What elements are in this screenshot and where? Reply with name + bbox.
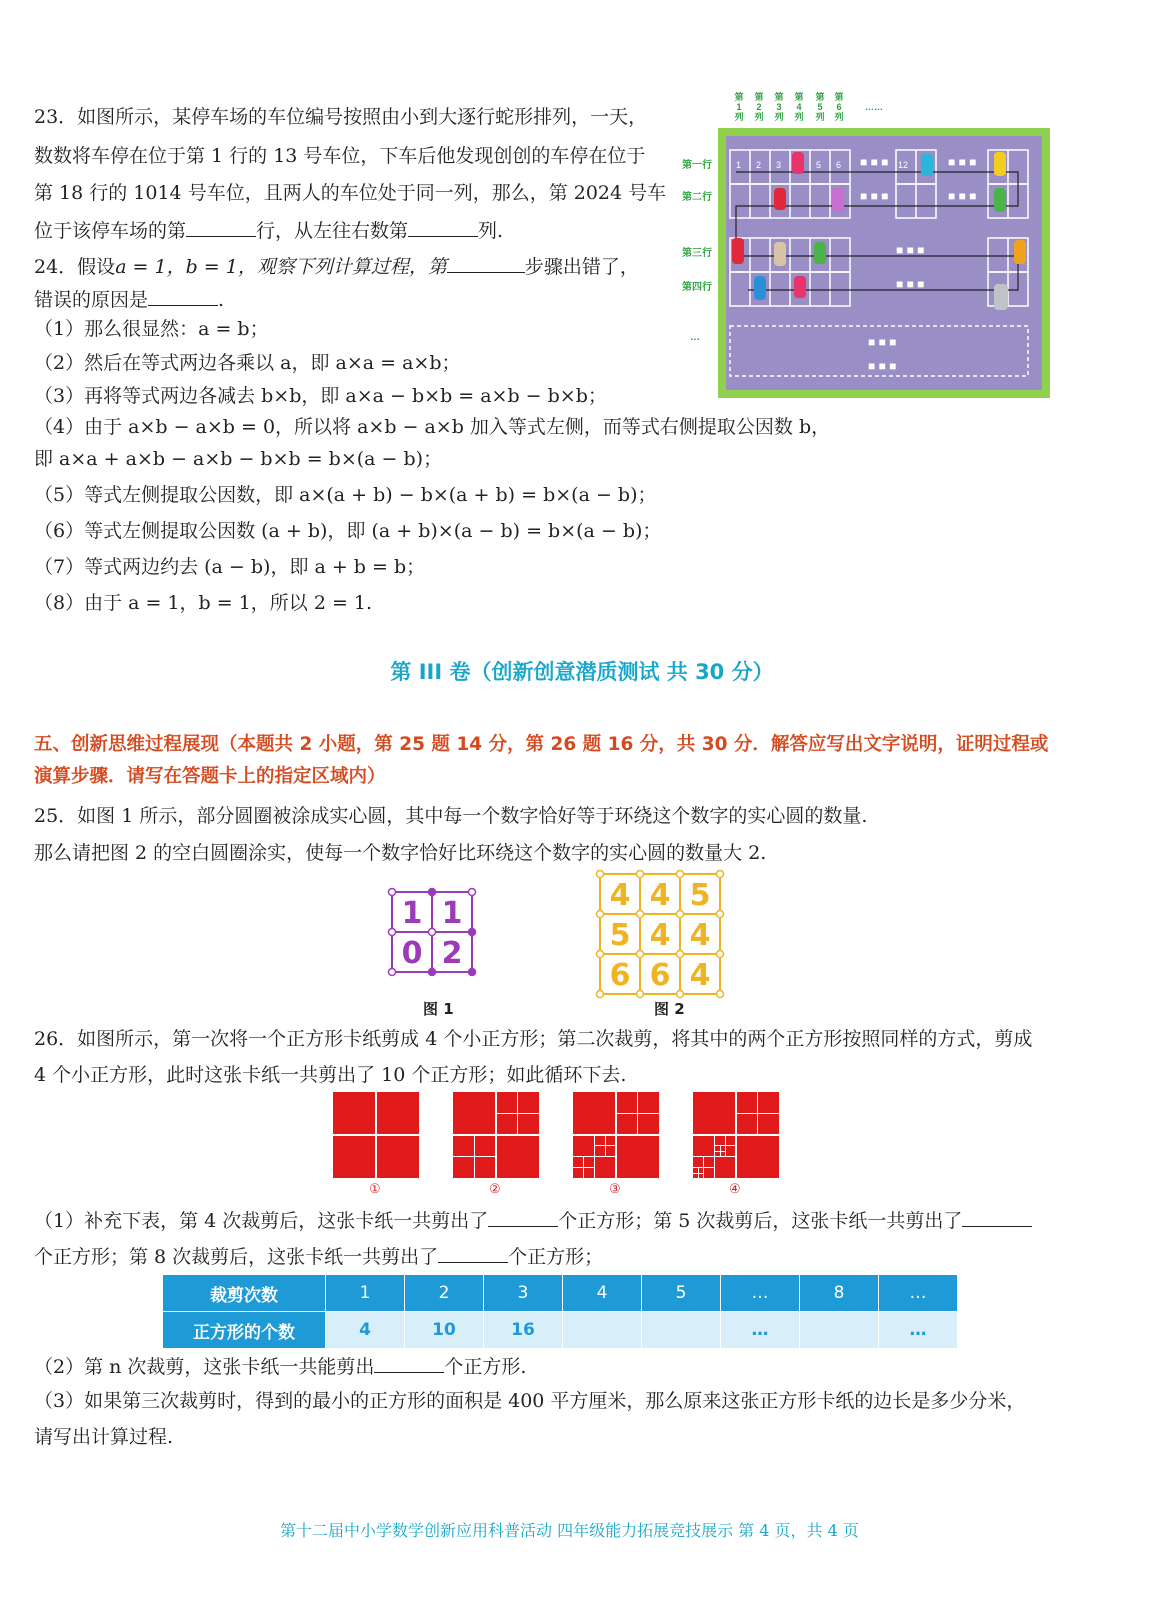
answer-blank[interactable]	[488, 1206, 558, 1227]
svg-text:列: 列	[754, 112, 764, 122]
table-header: 正方形的个数	[163, 1312, 326, 1349]
q24-text: 错误的原因是	[34, 289, 149, 311]
answer-blank[interactable]	[438, 1242, 508, 1263]
q26-text: （2）第 n 次裁剪，这张卡纸一共能剪出	[34, 1356, 375, 1378]
row-label: 第四行	[682, 282, 712, 293]
q24-line2	[34, 285, 224, 313]
svg-text:第: 第	[815, 92, 825, 102]
q26-line1: 26．如图所示，第一次将一个正方形卡纸剪成 4 个小正方形；第二次裁剪，将其中的两个正方形按照同样的方式，剪成	[34, 1028, 1033, 1050]
column-more: ……	[865, 102, 883, 112]
q26-part1	[34, 1206, 1032, 1234]
row-label: 第一行	[682, 160, 712, 171]
figure2-caption: 图 2	[654, 1000, 685, 1018]
svg-text:2: 2	[756, 102, 762, 112]
q26-line2: 4 个小正方形，此时这张卡纸一共剪出了 10 个正方形；如此循环下去.	[34, 1064, 627, 1086]
svg-text:■ ■ ■: ■ ■ ■	[948, 189, 977, 203]
q26-text: 个正方形；第 5 次裁剪后，这张卡纸一共剪出了	[558, 1210, 963, 1232]
figure1-grid	[384, 884, 480, 980]
q24-step: （7）等式两边约去 (a − b)，即 a + b = b；	[34, 556, 426, 578]
part5-heading: 五、创新思维过程展现（本题共 2 小题，第 25 题 14 分，第 26 题 16 分，共 30 分．解答应写出文字说明，证明过程或	[34, 734, 1049, 755]
spot-number: 3	[776, 160, 782, 170]
answer-blank[interactable]	[186, 216, 256, 237]
row-label: 第三行	[682, 248, 712, 259]
fig2-number: 5	[609, 918, 631, 953]
section-title: 第 III 卷（创新创意潜质测试 共 30 分）	[390, 660, 774, 684]
table-cell-blank[interactable]	[800, 1312, 879, 1349]
q24-step: （1）那么很显然：a = b；	[34, 318, 269, 340]
svg-text:■ ■ ■: ■ ■ ■	[948, 155, 977, 169]
q24-step: （5）等式左侧提取公因数，即 a×(a + b) − b×(a + b) = b×(a − b)；	[34, 484, 657, 506]
part5-heading: 演算步骤．请写在答题卡上的指定区域内）	[34, 766, 386, 787]
table-cell: 4	[326, 1312, 405, 1349]
svg-text:第: 第	[834, 92, 844, 102]
q26-part1-cont	[34, 1242, 603, 1270]
answer-blank[interactable]	[148, 285, 218, 306]
svg-text:列: 列	[834, 112, 844, 122]
table-cell: 5	[642, 1275, 721, 1312]
q24-step: （6）等式左侧提取公因数 (a + b)，即 (a + b)×(a − b) = b×(a − b)；	[34, 520, 662, 542]
column-label	[734, 91, 743, 122]
q24-text: a = 1，b = 1，观察下列计算过程，第	[115, 256, 447, 278]
q26-text: 个正方形；第 8 次裁剪后，这张卡纸一共剪出了	[34, 1246, 439, 1268]
q26-part2	[34, 1352, 526, 1380]
svg-text:1: 1	[736, 102, 742, 112]
table-cell: …	[879, 1312, 958, 1349]
svg-text:第: 第	[794, 92, 804, 102]
svg-text:列: 列	[774, 112, 784, 122]
cut-square-4	[693, 1092, 779, 1178]
fig2-number: 5	[689, 878, 711, 913]
table-cell: 1	[326, 1275, 405, 1312]
answer-blank[interactable]	[408, 216, 478, 237]
q23-text: 行，从左往右数第	[256, 220, 409, 242]
q24-step: （8）由于 a = 1，b = 1，所以 2 = 1.	[34, 592, 373, 614]
row-more: …	[690, 332, 700, 343]
fig2-number: 4	[609, 878, 631, 913]
svg-text:■ ■ ■: ■ ■ ■	[896, 243, 925, 257]
table-row	[163, 1312, 958, 1349]
svg-text:列: 列	[815, 112, 825, 122]
spot-number: 6	[836, 160, 842, 170]
figure-label: ②	[489, 1182, 501, 1197]
cut-square-3	[573, 1092, 659, 1178]
fig2-number: 4	[649, 918, 671, 953]
q23-line4	[34, 216, 503, 244]
table-cell-blank[interactable]	[563, 1312, 642, 1349]
column-label	[834, 91, 843, 122]
svg-text:■ ■ ■: ■ ■ ■	[896, 277, 925, 291]
column-label	[794, 91, 803, 122]
fig2-number: 6	[649, 958, 671, 993]
svg-text:5: 5	[817, 102, 823, 112]
q25-line1: 25．如图 1 所示，部分圆圈被涂成实心圆，其中每一个数字恰好等于环绕这个数字的实心圆的数量.	[34, 805, 868, 827]
q24-step: （4）由于 a×b − a×b = 0，所以将 a×b − a×b 加入等式左侧，而等式右侧提取公因数 b，	[34, 416, 831, 438]
figure-label: ①	[369, 1182, 381, 1197]
fig1-number: 1	[441, 896, 463, 931]
q23-text: 位于该停车场的第	[34, 220, 187, 242]
cut-square-1	[333, 1092, 419, 1178]
parking-lot-figure	[678, 88, 1058, 408]
q25-line2: 那么请把图 2 的空白圆圈涂实，使每一个数字恰好比环绕这个数字的实心圆的数量大 2.	[34, 842, 767, 864]
q26-text: （1）补充下表，第 4 次裁剪后，这张卡纸一共剪出了	[34, 1210, 489, 1232]
q24-text: 24．假设	[34, 256, 116, 278]
fig1-number: 1	[401, 896, 423, 931]
table-cell: …	[879, 1275, 958, 1312]
answer-blank[interactable]	[374, 1352, 444, 1373]
fig1-number: 2	[441, 936, 463, 971]
q26-text: 个正方形.	[444, 1356, 527, 1378]
q24-line1	[34, 252, 639, 280]
column-label	[754, 91, 763, 122]
q26-text: 个正方形；	[508, 1246, 604, 1268]
q23-line3: 第 18 行的 1014 号车位，且两人的车位处于同一列，那么，第 2024 号车	[34, 182, 667, 204]
svg-text:■ ■ ■: ■ ■ ■	[860, 189, 889, 203]
svg-text:列: 列	[794, 112, 804, 122]
q24-step: 即 a×a + a×b − a×b − b×b = b×(a − b)；	[34, 448, 443, 470]
svg-text:■ ■ ■: ■ ■ ■	[868, 359, 897, 373]
answer-blank[interactable]	[962, 1206, 1032, 1227]
figure-label: ③	[609, 1182, 621, 1197]
row-label: 第二行	[682, 192, 712, 203]
q24-text: .	[218, 289, 225, 311]
svg-text:第: 第	[734, 92, 744, 102]
q24-step: （3）再将等式两边各减去 b×b，即 a×a − b×b = a×b − b×b；	[34, 385, 607, 407]
table-cell: …	[721, 1312, 800, 1349]
figure2-grid	[594, 868, 728, 1002]
cut-square-2	[453, 1092, 539, 1178]
q26-part3-cont: 请写出计算过程.	[34, 1426, 174, 1448]
table-cell-blank[interactable]	[642, 1312, 721, 1349]
q23-line1: 23．如图所示，某停车场的车位编号按照由小到大逐行蛇形排列，一天，	[34, 106, 648, 128]
svg-text:3: 3	[776, 102, 782, 112]
figure-label: ④	[729, 1182, 741, 1197]
table-cell: …	[721, 1275, 800, 1312]
fig2-number: 6	[609, 958, 631, 993]
q24-text: 步骤出错了，	[524, 256, 639, 278]
spot-number: 12	[898, 160, 909, 170]
svg-text:第: 第	[754, 92, 764, 102]
spot-number: 5	[816, 160, 822, 170]
table-cell: 2	[405, 1275, 484, 1312]
fig2-number: 4	[689, 958, 711, 993]
spot-number: 2	[756, 160, 762, 170]
column-label	[774, 91, 783, 122]
svg-text:4: 4	[796, 102, 802, 112]
fig2-number: 4	[649, 878, 671, 913]
table-cell: 10	[405, 1312, 484, 1349]
column-label	[815, 91, 824, 122]
table-cell: 4	[563, 1275, 642, 1312]
q23-text: 列.	[478, 220, 504, 242]
cuts-table	[162, 1274, 958, 1349]
q24-step: （2）然后在等式两边各乘以 a，即 a×a = a×b；	[34, 352, 461, 374]
figure1-caption: 图 1	[423, 1000, 454, 1018]
table-header: 裁剪次数	[163, 1275, 326, 1312]
fig1-number: 0	[401, 936, 423, 971]
table-cell: 16	[484, 1312, 563, 1349]
svg-text:第: 第	[774, 92, 784, 102]
q26-part3: （3）如果第三次裁剪时，得到的最小的正方形的面积是 400 平方厘米，那么原来这张正方形卡纸的边长是多少分米，	[34, 1390, 1026, 1412]
fig2-number: 4	[689, 918, 711, 953]
svg-text:6: 6	[836, 102, 842, 112]
answer-blank[interactable]	[447, 252, 525, 273]
svg-text:列: 列	[734, 112, 744, 122]
svg-text:■ ■ ■: ■ ■ ■	[860, 155, 889, 169]
page-footer: 第十二届中小学数学创新应用科普活动 四年级能力拓展竞技展示 第 4 页，共 4 页	[280, 1521, 859, 1540]
svg-text:■ ■ ■: ■ ■ ■	[868, 335, 897, 349]
table-cell: 3	[484, 1275, 563, 1312]
table-row	[163, 1275, 958, 1312]
q23-line2: 数数将车停在位于第 1 行的 13 号车位，下车后他发现创创的车停在位于	[34, 145, 646, 167]
spot-number: 1	[736, 160, 742, 170]
table-cell: 8	[800, 1275, 879, 1312]
